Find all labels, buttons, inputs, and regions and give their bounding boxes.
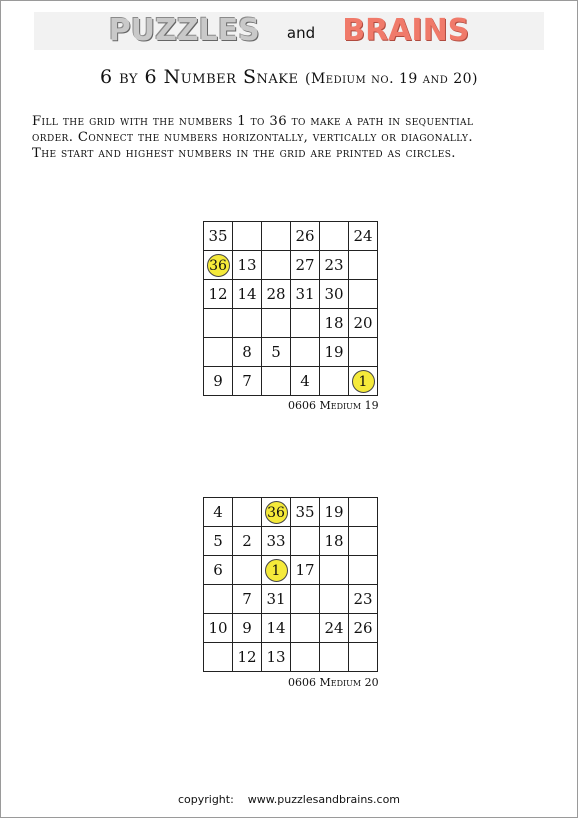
grid-cell[interactable] [291,280,320,309]
grid-cell[interactable] [320,367,349,396]
grid-cell[interactable] [204,643,233,672]
grid-cell[interactable] [233,498,262,527]
given-number: 35 [295,503,315,521]
grid-cell[interactable] [320,585,349,614]
given-number: 20 [353,314,373,332]
grid-cell[interactable] [204,309,233,338]
circled-number: 1 [265,559,288,582]
grid-cell[interactable] [204,338,233,367]
grid-cell[interactable] [204,251,233,280]
given-number: 26 [295,227,315,245]
copyright-footer [0,793,578,806]
given-number: 12 [237,648,257,666]
grid-cell[interactable] [320,556,349,585]
grid-cell[interactable] [349,309,378,338]
grid-cell[interactable] [291,556,320,585]
given-number: 8 [242,343,252,361]
given-number: 30 [324,285,344,303]
grid-cell[interactable] [204,556,233,585]
given-number: 27 [295,256,315,274]
grid-cell[interactable] [291,643,320,672]
title-sub: (Medium no. 19 and 20) [304,71,478,87]
grid-cell[interactable] [320,251,349,280]
grid-cell[interactable] [320,338,349,367]
grid-row [204,222,378,251]
grid-cell[interactable] [320,309,349,338]
page-title [0,66,578,88]
grid-cell[interactable] [320,222,349,251]
given-number: 33 [266,532,286,550]
grid-cell[interactable] [320,614,349,643]
given-number: 28 [266,285,286,303]
given-number: 9 [213,372,223,390]
grid-cell[interactable] [320,498,349,527]
grid-cell[interactable] [262,527,291,556]
grid-row [204,251,378,280]
grid-cell[interactable] [349,338,378,367]
grid-cell[interactable] [291,338,320,367]
grid-cell[interactable] [262,280,291,309]
given-number: 24 [324,619,344,637]
grid-row [204,498,378,527]
grid-cell[interactable] [233,643,262,672]
given-number: 26 [353,619,373,637]
given-number: 12 [208,285,228,303]
grid-cell[interactable] [262,251,291,280]
grid-cell[interactable] [291,498,320,527]
grid-row [204,527,378,556]
grid-cell[interactable] [349,556,378,585]
title-main: 6 by 6 Number Snake [99,66,299,88]
grid-cell[interactable] [320,280,349,309]
grid-row [204,585,378,614]
given-number: 18 [324,532,344,550]
grid-cell[interactable] [233,309,262,338]
logo-word-brains: BRAINS [342,13,470,48]
logo-word-puzzles: PUZZLES [108,13,260,48]
grid-cell[interactable] [262,222,291,251]
given-number: 24 [353,227,373,245]
site-logo [0,12,578,50]
grid-cell[interactable] [233,280,262,309]
puzzle-caption-19: 0606 Medium 19 [288,399,379,412]
grid-cell[interactable] [204,222,233,251]
grid-cell[interactable] [320,643,349,672]
grid-cell[interactable] [204,585,233,614]
grid-cell[interactable] [349,643,378,672]
given-number: 2 [242,532,252,550]
given-number: 7 [242,590,252,608]
grid-row [204,556,378,585]
grid-cell[interactable] [262,498,291,527]
grid-cell[interactable] [349,280,378,309]
given-number: 5 [271,343,281,361]
grid-cell[interactable] [262,556,291,585]
grid-row [204,280,378,309]
instructions-line: The start and highest numbers in the grid are printed as circles. [32,146,456,161]
instructions-line: order. Connect the numbers horizontally, vertically or diagonally. [32,130,473,145]
given-number: 4 [213,503,223,521]
given-number: 31 [295,285,315,303]
puzzle-grid-19 [203,221,378,396]
circled-number: 36 [207,254,230,277]
grid-cell[interactable] [204,280,233,309]
grid-cell[interactable] [291,527,320,556]
given-number: 9 [242,619,252,637]
grid-cell[interactable] [233,338,262,367]
grid-cell[interactable] [204,367,233,396]
grid-cell[interactable] [349,614,378,643]
grid-cell[interactable] [233,585,262,614]
grid-row [204,309,378,338]
grid-cell[interactable] [262,338,291,367]
grid-cell[interactable] [233,222,262,251]
instructions-line: Fill the grid with the numbers 1 to 36 to make a path in sequential [32,114,474,129]
circled-number: 36 [265,501,288,524]
grid-cell[interactable] [291,251,320,280]
grid-row [204,643,378,672]
grid-cell[interactable] [349,367,378,396]
grid-cell[interactable] [291,309,320,338]
given-number: 14 [266,619,286,637]
grid-cell[interactable] [349,585,378,614]
grid-cell[interactable] [291,614,320,643]
grid-cell[interactable] [204,498,233,527]
given-number: 6 [213,561,223,579]
grid-cell[interactable] [262,614,291,643]
given-number: 5 [213,532,223,550]
logo-word-and: and [286,24,316,42]
given-number: 31 [266,590,286,608]
grid-cell[interactable] [262,643,291,672]
given-number: 19 [324,503,344,521]
grid-row [204,367,378,396]
grid-cell[interactable] [233,367,262,396]
grid-cell[interactable] [320,527,349,556]
given-number: 18 [324,314,344,332]
given-number: 13 [266,648,286,666]
grid-cell[interactable] [204,614,233,643]
grid-cell[interactable] [349,498,378,527]
given-number: 7 [242,372,252,390]
grid-cell[interactable] [349,527,378,556]
grid-cell[interactable] [291,585,320,614]
grid-cell[interactable] [349,222,378,251]
grid-row [204,614,378,643]
grid-cell[interactable] [233,251,262,280]
instructions [32,114,552,162]
given-number: 10 [208,619,228,637]
grid-cell[interactable] [262,309,291,338]
given-number: 13 [237,256,257,274]
copyright-label: copyright: [177,793,234,806]
circled-number: 1 [352,370,375,393]
puzzle-grid-20 [203,497,378,672]
given-number: 17 [295,561,315,579]
grid-cell[interactable] [262,585,291,614]
copyright-url[interactable]: www.puzzlesandbrains.com [247,793,401,806]
grid-cell[interactable] [233,614,262,643]
given-number: 14 [237,285,257,303]
grid-row [204,338,378,367]
grid-cell[interactable] [262,367,291,396]
given-number: 19 [324,343,344,361]
puzzle-caption-20: 0606 Medium 20 [288,676,379,689]
grid-cell[interactable] [291,367,320,396]
given-number: 23 [353,590,373,608]
grid-cell[interactable] [204,527,233,556]
grid-cell[interactable] [233,556,262,585]
grid-cell[interactable] [349,251,378,280]
given-number: 35 [208,227,228,245]
given-number: 4 [300,372,310,390]
grid-cell[interactable] [291,222,320,251]
grid-cell[interactable] [233,527,262,556]
given-number: 23 [324,256,344,274]
